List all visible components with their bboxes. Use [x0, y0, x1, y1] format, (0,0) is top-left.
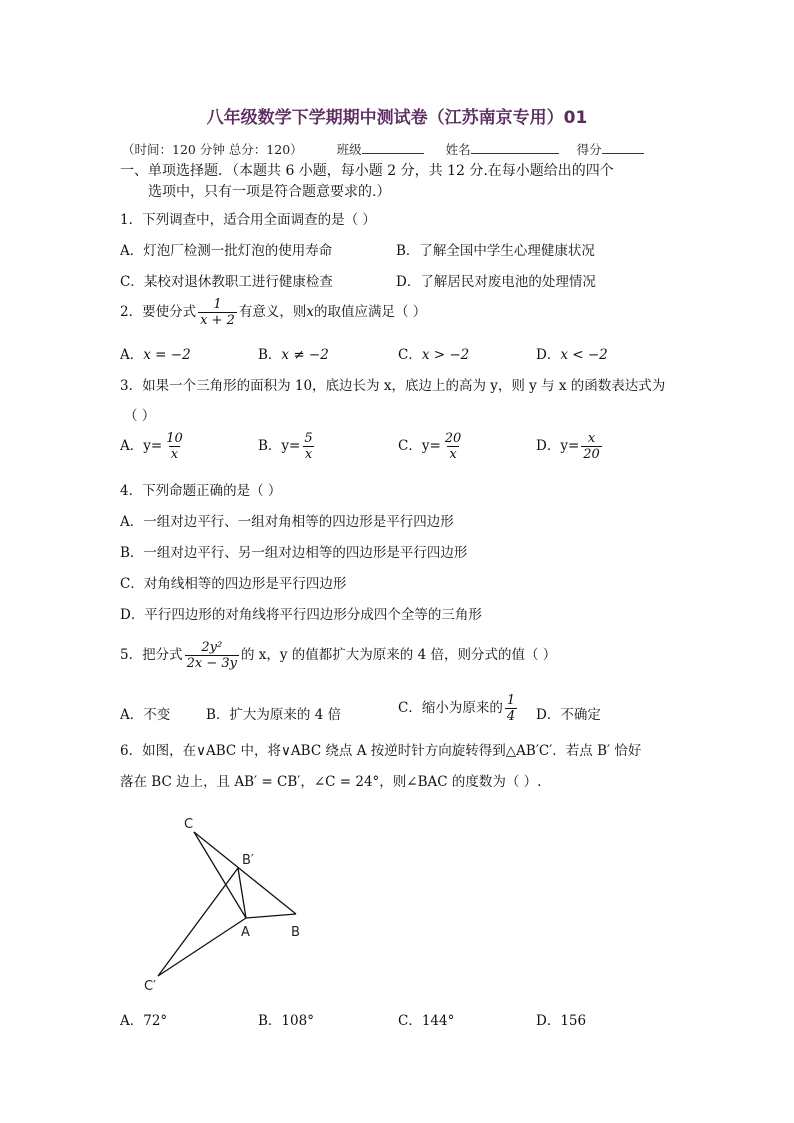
name-label: 姓名 — [445, 142, 471, 157]
rotation-triangle-figure — [140, 812, 320, 1002]
q3-d-label: D．y= — [536, 438, 580, 454]
q6-stem-line2: 落在 BC 边上，且 AB′ = CB′，∠C = 24°，则∠BAC 的度数为（ ）. — [120, 774, 542, 790]
section-heading-line1: 一、单项选择题．（本题共 6 小题，每小题 2 分，共 12 分.在每小题给出的四个 — [120, 163, 614, 179]
q2-fraction — [198, 297, 237, 328]
q5-c-label: C．缩小为原来的 — [398, 700, 503, 716]
q1-option-c[interactable]: C．某校对退休教职工进行健康检查 — [120, 274, 333, 290]
q5-option-a[interactable]: A．不变 — [120, 707, 171, 723]
q3-b-den: x — [304, 447, 313, 462]
score-blank[interactable] — [602, 141, 644, 154]
q3-option-a[interactable] — [120, 431, 187, 462]
q6-option-d[interactable]: D．156 — [536, 1013, 587, 1029]
q2-d-text: x < −2 — [560, 347, 608, 363]
q3-b-fraction — [302, 431, 314, 462]
q2-a-text: x = −2 — [143, 347, 191, 363]
q2-pre: 2．要使分式 — [120, 304, 197, 320]
q3-a-num: 10 — [166, 431, 183, 446]
q6-option-c[interactable]: C．144° — [398, 1013, 455, 1029]
q5-numerator: 2y² — [201, 640, 223, 655]
q1-option-d[interactable]: D．了解居民对废电池的处理情况 — [396, 274, 596, 290]
q2-option-d[interactable] — [536, 343, 608, 363]
q5-stem — [120, 640, 556, 671]
q4-option-b[interactable]: B．一组对边平行、另一组对边相等的四边形是平行四边形 — [120, 545, 468, 561]
q1-option-a[interactable]: A．灯泡厂检测一批灯泡的使用寿命 — [120, 243, 333, 259]
q3-c-fraction — [443, 431, 464, 462]
q5-option-d[interactable]: D．不确定 — [536, 707, 601, 723]
label-c-prime: C′ — [144, 979, 157, 994]
class-blank[interactable] — [362, 141, 424, 154]
q4-stem: 4．下列命题正确的是（ ） — [120, 483, 282, 499]
q2-mid: 有意义，则 — [238, 304, 307, 320]
label-c: C — [184, 817, 194, 832]
q4-option-c[interactable]: C．对角线相等的四边形是平行四边形 — [120, 576, 347, 592]
q5-post: 的 x，y 的值都扩大为原来的 4 倍，则分式的值（ ） — [240, 647, 557, 663]
class-label: 班级 — [336, 142, 362, 157]
segment-a-b — [246, 914, 296, 918]
q6-stem-line1: 6．如图，在∨ABC 中，将∨ABC 绕点 A 按逆时针方向旋转得到△AB′C′．若点 B′ 恰好 — [120, 743, 642, 759]
q3-a-label: A．y= — [120, 438, 163, 454]
q3-c-den: x — [449, 447, 457, 462]
q6-option-a[interactable]: A．72° — [120, 1013, 168, 1029]
q3-option-b[interactable] — [258, 431, 317, 462]
q5-fraction — [185, 640, 239, 671]
q2-c-text: x > −2 — [421, 347, 470, 363]
q3-b-label: B．y= — [258, 438, 301, 454]
q3-b-num: 5 — [304, 431, 313, 446]
q3-a-den: x — [170, 447, 179, 462]
segment-c-a — [194, 832, 246, 918]
q3-a-fraction — [164, 431, 185, 462]
time-info: （时间：120 分钟 总分：120） — [122, 142, 303, 157]
label-b-prime: B′ — [242, 853, 254, 868]
q5-c-num: 1 — [506, 693, 516, 708]
q5-option-b[interactable]: B．扩大为原来的 4 倍 — [206, 707, 342, 723]
q3-c-label: C．y= — [398, 438, 441, 454]
q2-d-label: D． — [536, 347, 561, 363]
q3-option-d[interactable] — [536, 431, 604, 462]
segment-c-b — [194, 832, 296, 914]
q2-option-c[interactable] — [398, 343, 469, 363]
q2-option-a[interactable] — [120, 343, 191, 363]
section-heading-line2: 选项中，只有一项是符合题意要求的.） — [148, 184, 391, 200]
q3-stem: 3．如果一个三角形的面积为 10，底边长为 x，底边上的高为 y，则 y 与 x 的函数表达式为 — [120, 378, 666, 394]
page-title: 八年级数学下学期期中测试卷（江苏南京专用）01 — [206, 108, 588, 128]
q3-c-num: 20 — [444, 431, 462, 446]
q2-stem — [120, 297, 426, 328]
q2-numerator: 1 — [213, 297, 222, 312]
q1-stem: 1．下列调查中，适合用全面调查的是（ ） — [120, 212, 376, 228]
score-label: 得分 — [576, 142, 602, 157]
q3-d-den: 20 — [583, 447, 600, 462]
segment-bprime-cprime — [158, 868, 238, 976]
q3-d-fraction — [581, 431, 602, 462]
q2-denominator: x + 2 — [200, 313, 235, 328]
q2-a-label: A． — [120, 347, 144, 363]
name-blank[interactable] — [471, 141, 559, 154]
q3-d-num: x — [587, 431, 596, 446]
q5-pre: 5．把分式 — [120, 647, 183, 663]
q4-option-d[interactable]: D．平行四边形的对角线将平行四边形分成四个全等的三角形 — [120, 607, 482, 623]
q2-post: 的取值应满足（ ） — [313, 304, 427, 320]
q2-b-label: B． — [258, 347, 282, 363]
q4-option-a[interactable]: A．一组对边平行、一组对角相等的四边形是平行四边形 — [120, 514, 454, 530]
q5-c-fraction — [505, 693, 517, 724]
q5-option-c[interactable] — [398, 693, 519, 724]
label-a: A — [241, 925, 250, 940]
q2-c-label: C． — [398, 347, 422, 363]
q1-option-b[interactable]: B．了解全国中学生心理健康状况 — [396, 243, 595, 259]
q5-denominator: 2x − 3y — [186, 656, 237, 671]
q3-option-c[interactable] — [398, 431, 465, 462]
q2-var: x — [306, 304, 314, 320]
q2-b-text: x ≠ −2 — [281, 347, 329, 363]
segment-a-cprime — [158, 918, 246, 976]
exam-meta — [122, 140, 644, 158]
q3-paren: （ ） — [124, 408, 156, 424]
q6-option-b[interactable]: B．108° — [258, 1013, 314, 1029]
q5-c-den: 4 — [506, 709, 516, 724]
label-b: B — [291, 925, 300, 940]
q2-option-b[interactable] — [258, 343, 329, 363]
